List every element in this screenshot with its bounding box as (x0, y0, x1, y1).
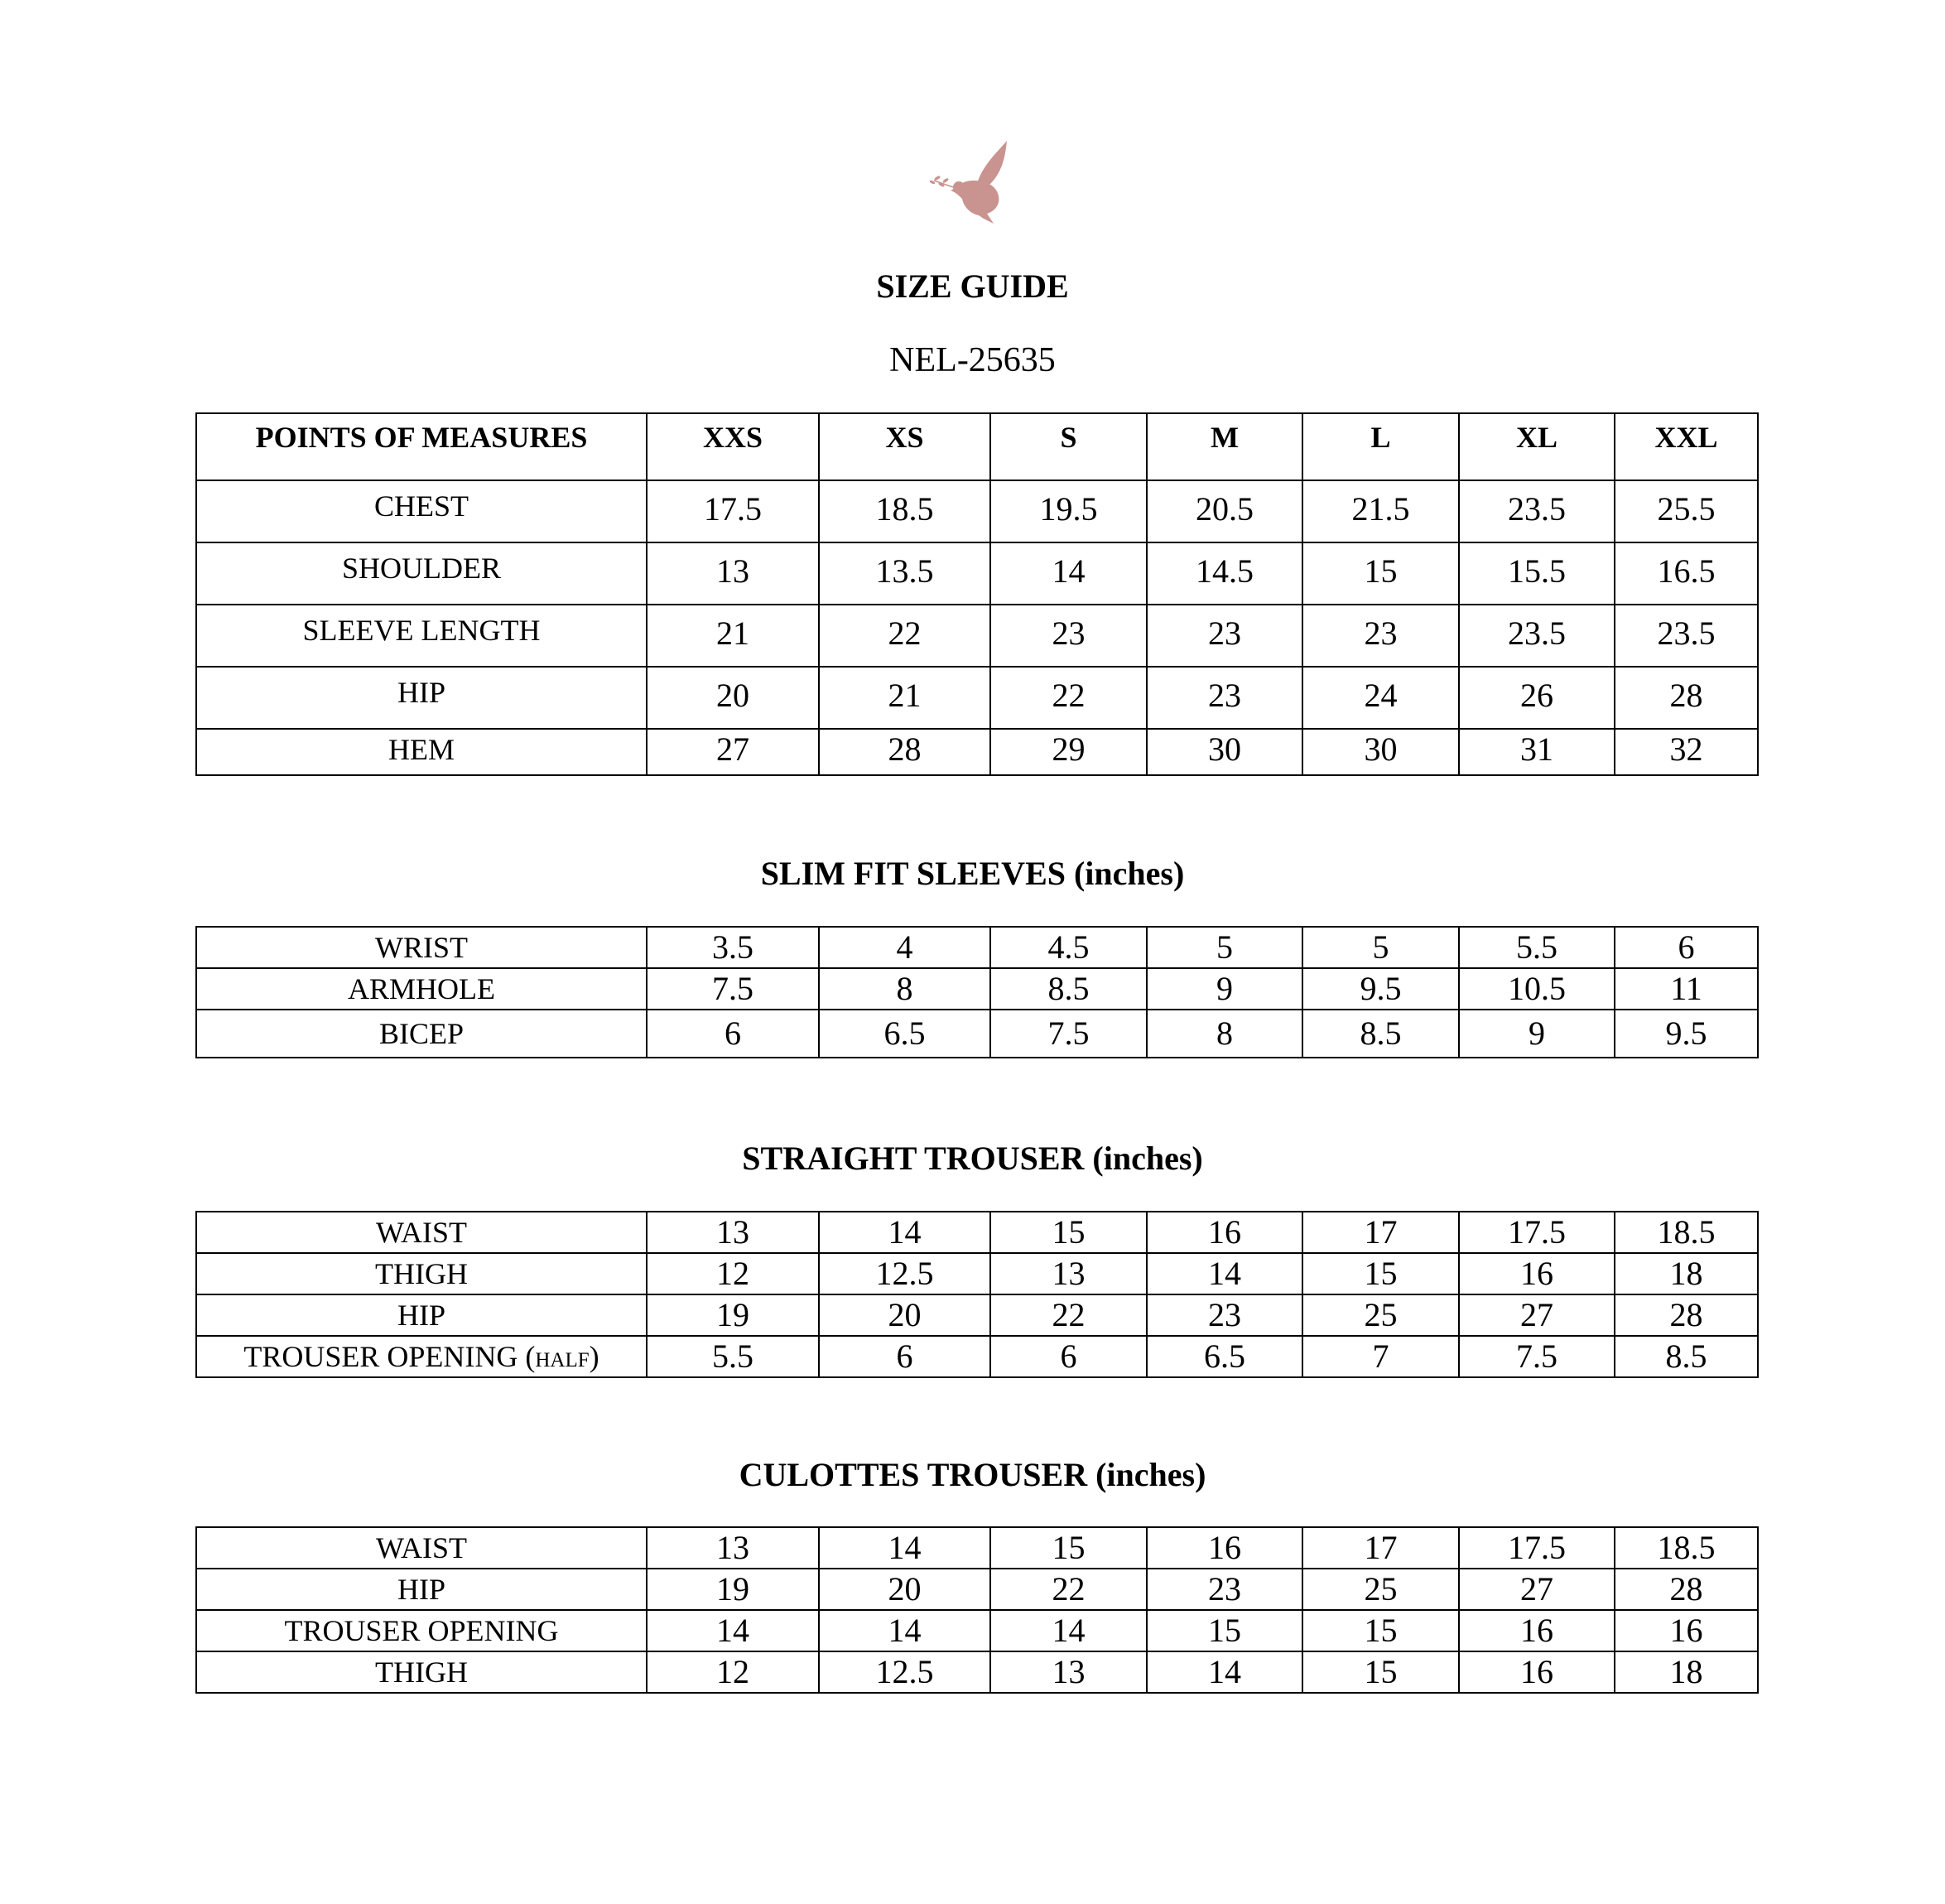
table-cell: 6 (819, 1336, 990, 1377)
column-header-size: XXL (1615, 413, 1758, 480)
table-cell: 18.5 (1615, 1527, 1758, 1569)
table-cell: 8.5 (990, 968, 1147, 1010)
table-cell: 13.5 (819, 542, 990, 605)
table-cell: 13 (647, 1212, 819, 1253)
table-row (196, 1610, 1758, 1651)
table-cell: 12.5 (819, 1651, 990, 1693)
row-label (196, 1336, 647, 1377)
table-cell: 16 (1147, 1527, 1302, 1569)
table-cell: 12.5 (819, 1253, 990, 1294)
table-cell: 14 (819, 1610, 990, 1651)
table-cell: 18.5 (1615, 1212, 1758, 1253)
table-cell: 14 (819, 1212, 990, 1253)
table-cell: 22 (819, 605, 990, 667)
table-cell: 15 (990, 1527, 1147, 1569)
dove-with-olive-branch-icon (926, 133, 1025, 232)
table-cell: 23 (1147, 1569, 1302, 1610)
table-cell: 4 (819, 927, 990, 968)
table-cell: 16 (1147, 1212, 1302, 1253)
table-cell: 15.5 (1459, 542, 1615, 605)
table-cell: 23 (1302, 605, 1459, 667)
table-cell: 17.5 (1459, 1212, 1615, 1253)
table-cell: 17.5 (647, 480, 819, 542)
row-label-end: ) (589, 1340, 599, 1373)
table-cell: 16 (1615, 1610, 1758, 1651)
table-cell: 8 (1147, 1010, 1302, 1058)
table-cell: 7.5 (990, 1010, 1147, 1058)
table-row (196, 667, 1758, 729)
main-measures-table (195, 412, 1759, 776)
table-cell: 14.5 (1147, 542, 1302, 605)
row-label: WAIST (196, 1527, 647, 1569)
table-cell: 13 (647, 542, 819, 605)
table-cell: 16 (1459, 1253, 1615, 1294)
sleeves-section-title: SLIM FIT SLEEVES (inches) (760, 855, 1185, 892)
table-cell: 30 (1302, 729, 1459, 775)
column-header-size: XL (1459, 413, 1615, 480)
row-label: TROUSER OPENING (196, 1610, 647, 1651)
table-cell: 6 (1615, 927, 1758, 968)
table-cell: 12 (647, 1253, 819, 1294)
table-cell: 6.5 (819, 1010, 990, 1058)
row-label: THIGH (196, 1651, 647, 1693)
table-cell: 14 (1147, 1253, 1302, 1294)
table-cell: 10.5 (1459, 968, 1615, 1010)
table-cell: 6 (990, 1336, 1147, 1377)
column-header-size: L (1302, 413, 1459, 480)
table-row (196, 1253, 1758, 1294)
table-cell: 9 (1147, 968, 1302, 1010)
table-row (196, 542, 1758, 605)
table-cell: 12 (647, 1651, 819, 1693)
table-row (196, 1336, 1758, 1377)
table-cell: 15 (990, 1212, 1147, 1253)
table-cell: 9 (1459, 1010, 1615, 1058)
row-label: SLEEVE LENGTH (196, 605, 647, 667)
table-cell: 19 (647, 1294, 819, 1336)
culottes-trouser-section-title: CULOTTES TROUSER (inches) (739, 1456, 1206, 1493)
row-label: WRIST (196, 927, 647, 968)
table-row (196, 1010, 1758, 1058)
style-code: NEL-25635 (889, 341, 1056, 379)
column-header-size: S (990, 413, 1147, 480)
table-cell: 27 (1459, 1569, 1615, 1610)
table-cell: 14 (990, 542, 1147, 605)
table-cell: 7.5 (647, 968, 819, 1010)
row-label: HIP (196, 1569, 647, 1610)
table-cell: 23.5 (1615, 605, 1758, 667)
table-cell: 27 (1459, 1294, 1615, 1336)
table-cell: 20 (647, 667, 819, 729)
row-label: BICEP (196, 1010, 647, 1058)
table-cell: 13 (990, 1651, 1147, 1693)
table-row (196, 729, 1758, 775)
table-row (196, 1527, 1758, 1569)
table-cell: 18.5 (819, 480, 990, 542)
table-cell: 5 (1147, 927, 1302, 968)
table-cell: 24 (1302, 667, 1459, 729)
row-label-text: TROUSER OPENING ( (243, 1340, 536, 1373)
table-cell: 22 (990, 1294, 1147, 1336)
table-cell: 17 (1302, 1527, 1459, 1569)
sleeves-table (195, 926, 1759, 1058)
row-label: CHEST (196, 480, 647, 542)
table-cell: 28 (1615, 1294, 1758, 1336)
row-label: SHOULDER (196, 542, 647, 605)
table-cell: 8 (819, 968, 990, 1010)
table-cell: 8.5 (1615, 1336, 1758, 1377)
table-cell: 4.5 (990, 927, 1147, 968)
table-cell: 7 (1302, 1336, 1459, 1377)
table-cell: 28 (1615, 667, 1758, 729)
table-cell: 6 (647, 1010, 819, 1058)
page-title: SIZE GUIDE (876, 268, 1069, 305)
table-cell: 31 (1459, 729, 1615, 775)
table-cell: 30 (1147, 729, 1302, 775)
table-cell: 16 (1459, 1651, 1615, 1693)
table-cell: 18 (1615, 1253, 1758, 1294)
table-cell: 17.5 (1459, 1527, 1615, 1569)
straight-trouser-section-title: STRAIGHT TROUSER (inches) (742, 1140, 1203, 1177)
column-header-points: POINTS OF MEASURES (196, 413, 647, 480)
table-cell: 21 (647, 605, 819, 667)
table-cell: 8.5 (1302, 1010, 1459, 1058)
table-cell: 14 (647, 1610, 819, 1651)
row-label-note: half (535, 1340, 590, 1373)
table-cell: 23 (1147, 605, 1302, 667)
table-cell: 21.5 (1302, 480, 1459, 542)
table-cell: 14 (819, 1527, 990, 1569)
table-cell: 17 (1302, 1212, 1459, 1253)
table-cell: 16 (1459, 1610, 1615, 1651)
table-cell: 16.5 (1615, 542, 1758, 605)
table-cell: 28 (1615, 1569, 1758, 1610)
table-cell: 25.5 (1615, 480, 1758, 542)
table-cell: 23 (1147, 667, 1302, 729)
table-cell: 22 (990, 1569, 1147, 1610)
table-cell: 25 (1302, 1294, 1459, 1336)
table-cell: 5 (1302, 927, 1459, 968)
table-cell: 29 (990, 729, 1147, 775)
row-label: HIP (196, 1294, 647, 1336)
table-cell: 19 (647, 1569, 819, 1610)
table-cell: 5.5 (1459, 927, 1615, 968)
table-cell: 22 (990, 667, 1147, 729)
column-header-size: XS (819, 413, 990, 480)
row-label: HEM (196, 729, 647, 775)
table-row (196, 1212, 1758, 1253)
table-cell: 14 (1147, 1651, 1302, 1693)
column-header-size: XXS (647, 413, 819, 480)
row-label: WAIST (196, 1212, 647, 1253)
table-cell: 15 (1302, 1651, 1459, 1693)
table-cell: 9.5 (1302, 968, 1459, 1010)
table-cell: 32 (1615, 729, 1758, 775)
table-row (196, 1294, 1758, 1336)
table-cell: 23 (1147, 1294, 1302, 1336)
table-row (196, 480, 1758, 542)
table-cell: 25 (1302, 1569, 1459, 1610)
header-row (196, 413, 1758, 480)
table-cell: 26 (1459, 667, 1615, 729)
table-cell: 6.5 (1147, 1336, 1302, 1377)
table-row (196, 927, 1758, 968)
table-row (196, 968, 1758, 1010)
table-cell: 15 (1302, 542, 1459, 605)
column-header-size: M (1147, 413, 1302, 480)
table-cell: 13 (647, 1527, 819, 1569)
table-cell: 20 (819, 1294, 990, 1336)
table-cell: 13 (990, 1253, 1147, 1294)
straight-trouser-table (195, 1211, 1759, 1378)
table-row (196, 1569, 1758, 1610)
row-label: ARMHOLE (196, 968, 647, 1010)
table-cell: 18 (1615, 1651, 1758, 1693)
table-cell: 15 (1147, 1610, 1302, 1651)
row-label: THIGH (196, 1253, 647, 1294)
table-cell: 19.5 (990, 480, 1147, 542)
table-cell: 28 (819, 729, 990, 775)
table-cell: 27 (647, 729, 819, 775)
table-cell: 14 (990, 1610, 1147, 1651)
table-cell: 11 (1615, 968, 1758, 1010)
table-cell: 21 (819, 667, 990, 729)
table-cell: 20.5 (1147, 480, 1302, 542)
table-row (196, 605, 1758, 667)
table-cell: 9.5 (1615, 1010, 1758, 1058)
table-cell: 23 (990, 605, 1147, 667)
table-cell: 5.5 (647, 1336, 819, 1377)
table-row (196, 1651, 1758, 1693)
culottes-trouser-table (195, 1526, 1759, 1694)
table-cell: 23.5 (1459, 480, 1615, 542)
row-label: HIP (196, 667, 647, 729)
table-cell: 3.5 (647, 927, 819, 968)
table-cell: 20 (819, 1569, 990, 1610)
table-cell: 15 (1302, 1253, 1459, 1294)
table-cell: 23.5 (1459, 605, 1615, 667)
table-cell: 7.5 (1459, 1336, 1615, 1377)
table-cell: 15 (1302, 1610, 1459, 1651)
